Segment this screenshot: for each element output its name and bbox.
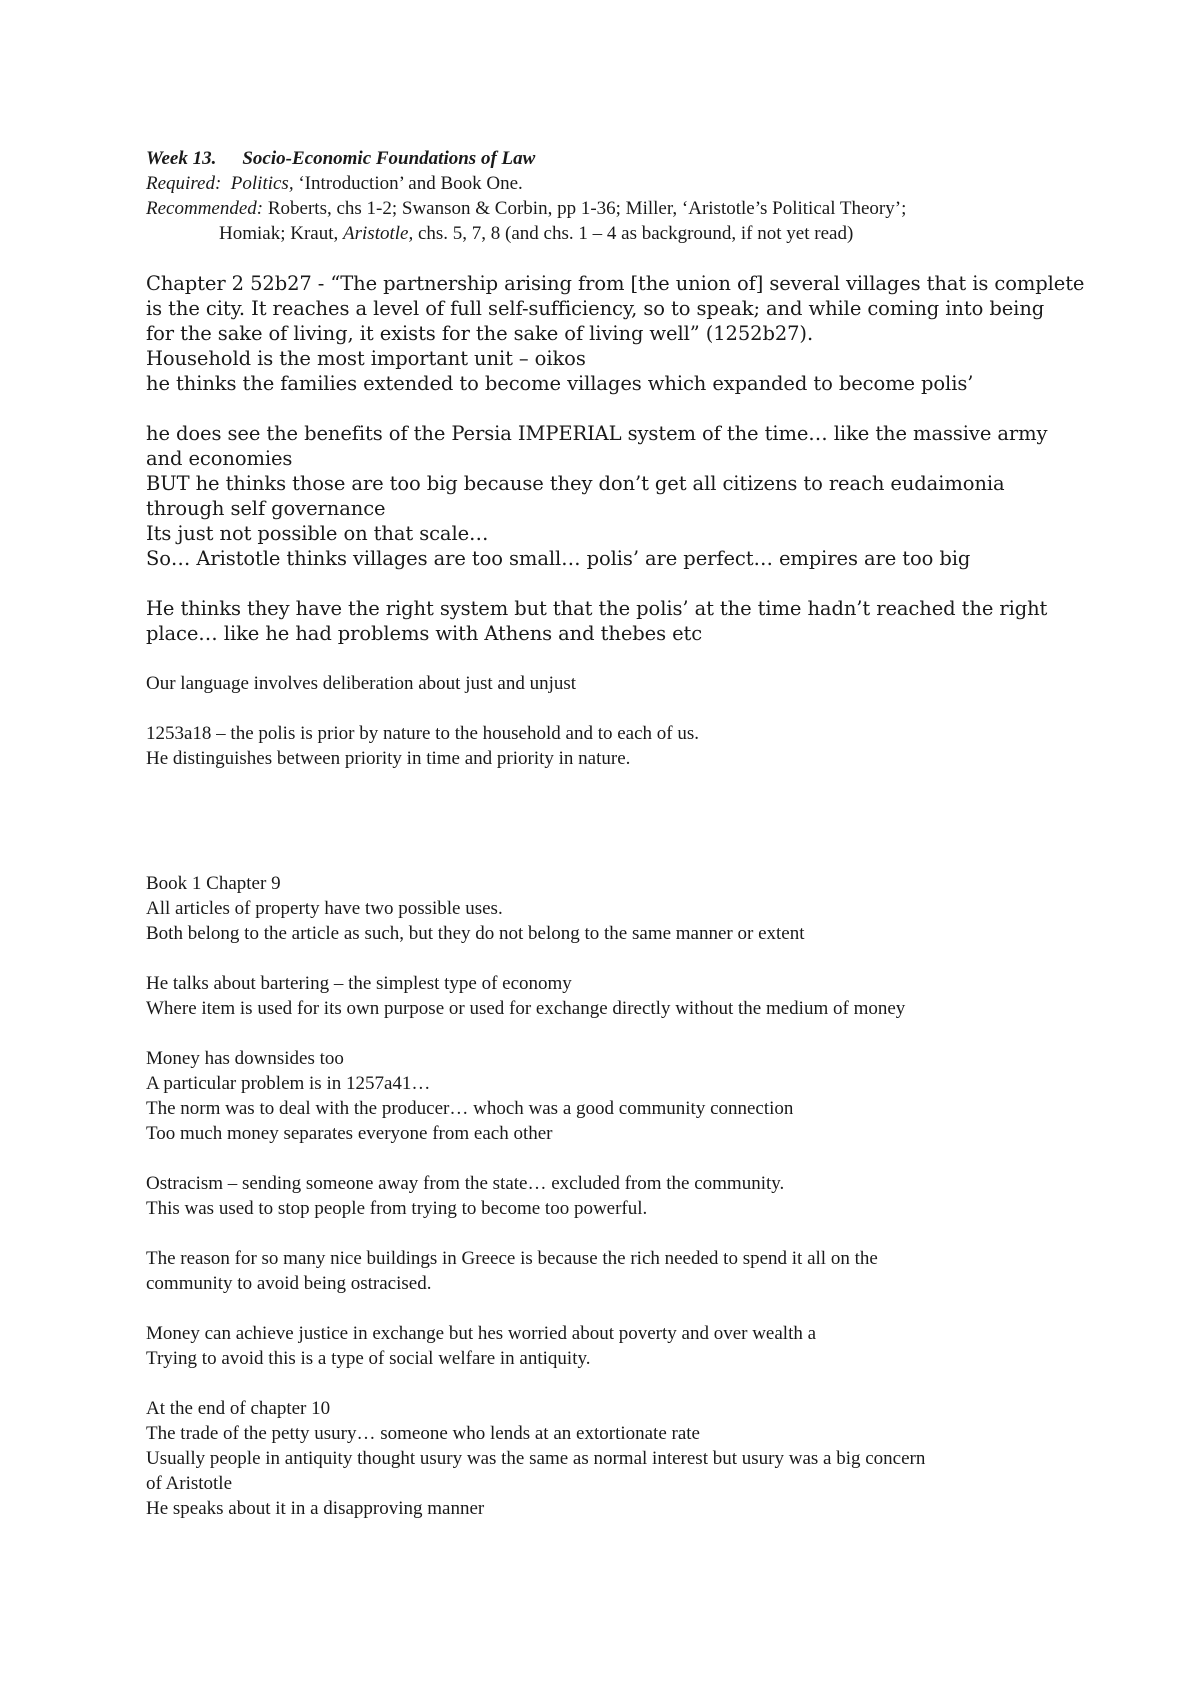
recommended-rest: Roberts, chs 1-2; Swanson & Corbin, pp 1-36; Miller, ‘Aristotle’s Political Theory’;	[267, 198, 907, 219]
note-line: Where item is used for its own purpose or used for exchange directly without the medium of money	[146, 998, 906, 1019]
recommended-label: Recommended:	[146, 198, 264, 219]
note-line: Both belong to the article as such, but they do not belong to the same manner or extent	[146, 923, 805, 944]
note-line: BUT he thinks those are too big because they don’t get all citizens to reach eudaimonia	[146, 472, 1005, 495]
required-work: Politics,	[230, 173, 294, 194]
note-line: All articles of property have two possible uses.	[146, 898, 503, 919]
note-section-usury	[146, 1396, 1086, 1521]
note-section-bartering	[146, 971, 1086, 1021]
note-line: Money can achieve justice in exchange but hes worried about poverty and over wealth a	[146, 1323, 817, 1344]
note-section-justice	[146, 1321, 1086, 1371]
note-line: he thinks the families extended to become villages which expanded to become polis’	[146, 372, 974, 395]
recommended-line2-work: Aristotle,	[343, 223, 414, 244]
note-line: is the city. It reaches a level of full self-sufficiency, so to speak; and while coming into being	[146, 297, 1045, 320]
note-line: He speaks about it in a disapproving manner	[146, 1498, 485, 1519]
note-line: Usually people in antiquity thought usury was the same as normal interest but usury was a big concern	[146, 1448, 926, 1469]
note-line: and economies	[146, 447, 293, 470]
note-line: He thinks they have the right system but that the polis’ at the time hadn’t reached the right	[146, 597, 1048, 620]
required-rest: ‘Introduction’ and Book One.	[298, 173, 523, 194]
note-line: 1253a18 – the polis is prior by nature to the household and to each of us.	[146, 723, 700, 744]
note-line: The norm was to deal with the producer… whoch was a good community connection	[146, 1098, 794, 1119]
note-line: place… like he had problems with Athens and thebes etc	[146, 622, 703, 645]
note-line: Chapter 2 52b27 - “The partnership arising from [the union of] several villages that is complete	[146, 272, 1085, 295]
note-section-buildings	[146, 1246, 1086, 1296]
note-line: Our language involves deliberation about just and unjust	[146, 673, 577, 694]
note-line: of Aristotle	[146, 1473, 233, 1494]
note-section-chapter-2	[146, 271, 1086, 396]
recommended-line-2	[146, 221, 1086, 246]
note-line: Its just not possible on that scale…	[146, 522, 489, 545]
note-line: for the sake of living, it exists for the sake of living well” (1252b27).	[146, 322, 814, 345]
note-line: Ostracism – sending someone away from the state… excluded from the community.	[146, 1173, 785, 1194]
note-section-right-system	[146, 596, 1086, 646]
note-line: community to avoid being ostracised.	[146, 1273, 432, 1294]
recommended-line2-b: chs. 5, 7, 8 (and chs. 1 – 4 as background, if not yet read)	[417, 223, 854, 244]
note-line: he does see the benefits of the Persia IMPERIAL system of the time… like the massive army	[146, 422, 1048, 445]
note-section-money	[146, 1046, 1086, 1146]
note-line: At the end of chapter 10	[146, 1398, 331, 1419]
note-section-priority	[146, 721, 1086, 771]
note-line: Too much money separates everyone from each other	[146, 1123, 553, 1144]
required-label: Required:	[146, 173, 222, 194]
reading-header	[146, 146, 1086, 246]
note-line: The trade of the petty usury… someone who lends at an extortionate rate	[146, 1423, 700, 1444]
week-topic: Socio-Economic Foundations of Law	[242, 148, 536, 169]
note-section-book1-ch9	[146, 871, 1086, 946]
note-line: Book 1 Chapter 9	[146, 873, 281, 894]
document-page	[146, 146, 1086, 1521]
note-line: Money has downsides too	[146, 1048, 344, 1069]
recommended-line	[146, 196, 1086, 221]
note-line: A particular problem is in 1257a41…	[146, 1073, 431, 1094]
week-number: Week 13.	[146, 148, 217, 169]
note-line: He talks about bartering – the simplest type of economy	[146, 973, 572, 994]
note-line: He distinguishes between priority in time and priority in nature.	[146, 748, 631, 769]
note-line: The reason for so many nice buildings in Greece is because the rich needed to spend it all on the	[146, 1248, 878, 1269]
note-line: So… Aristotle thinks villages are too small… polis’ are perfect… empires are too big	[146, 547, 971, 570]
note-section-language	[146, 671, 1086, 696]
week-title-line	[146, 146, 1086, 171]
note-section-imperial	[146, 421, 1086, 571]
recommended-line2-a: Homiak; Kraut,	[219, 223, 339, 244]
note-line: This was used to stop people from trying to become too powerful.	[146, 1198, 648, 1219]
note-section-ostracism	[146, 1171, 1086, 1221]
note-line: Household is the most important unit – oikos	[146, 347, 586, 370]
note-line: through self governance	[146, 497, 386, 520]
note-line: Trying to avoid this is a type of social welfare in antiquity.	[146, 1348, 591, 1369]
required-line	[146, 171, 1086, 196]
